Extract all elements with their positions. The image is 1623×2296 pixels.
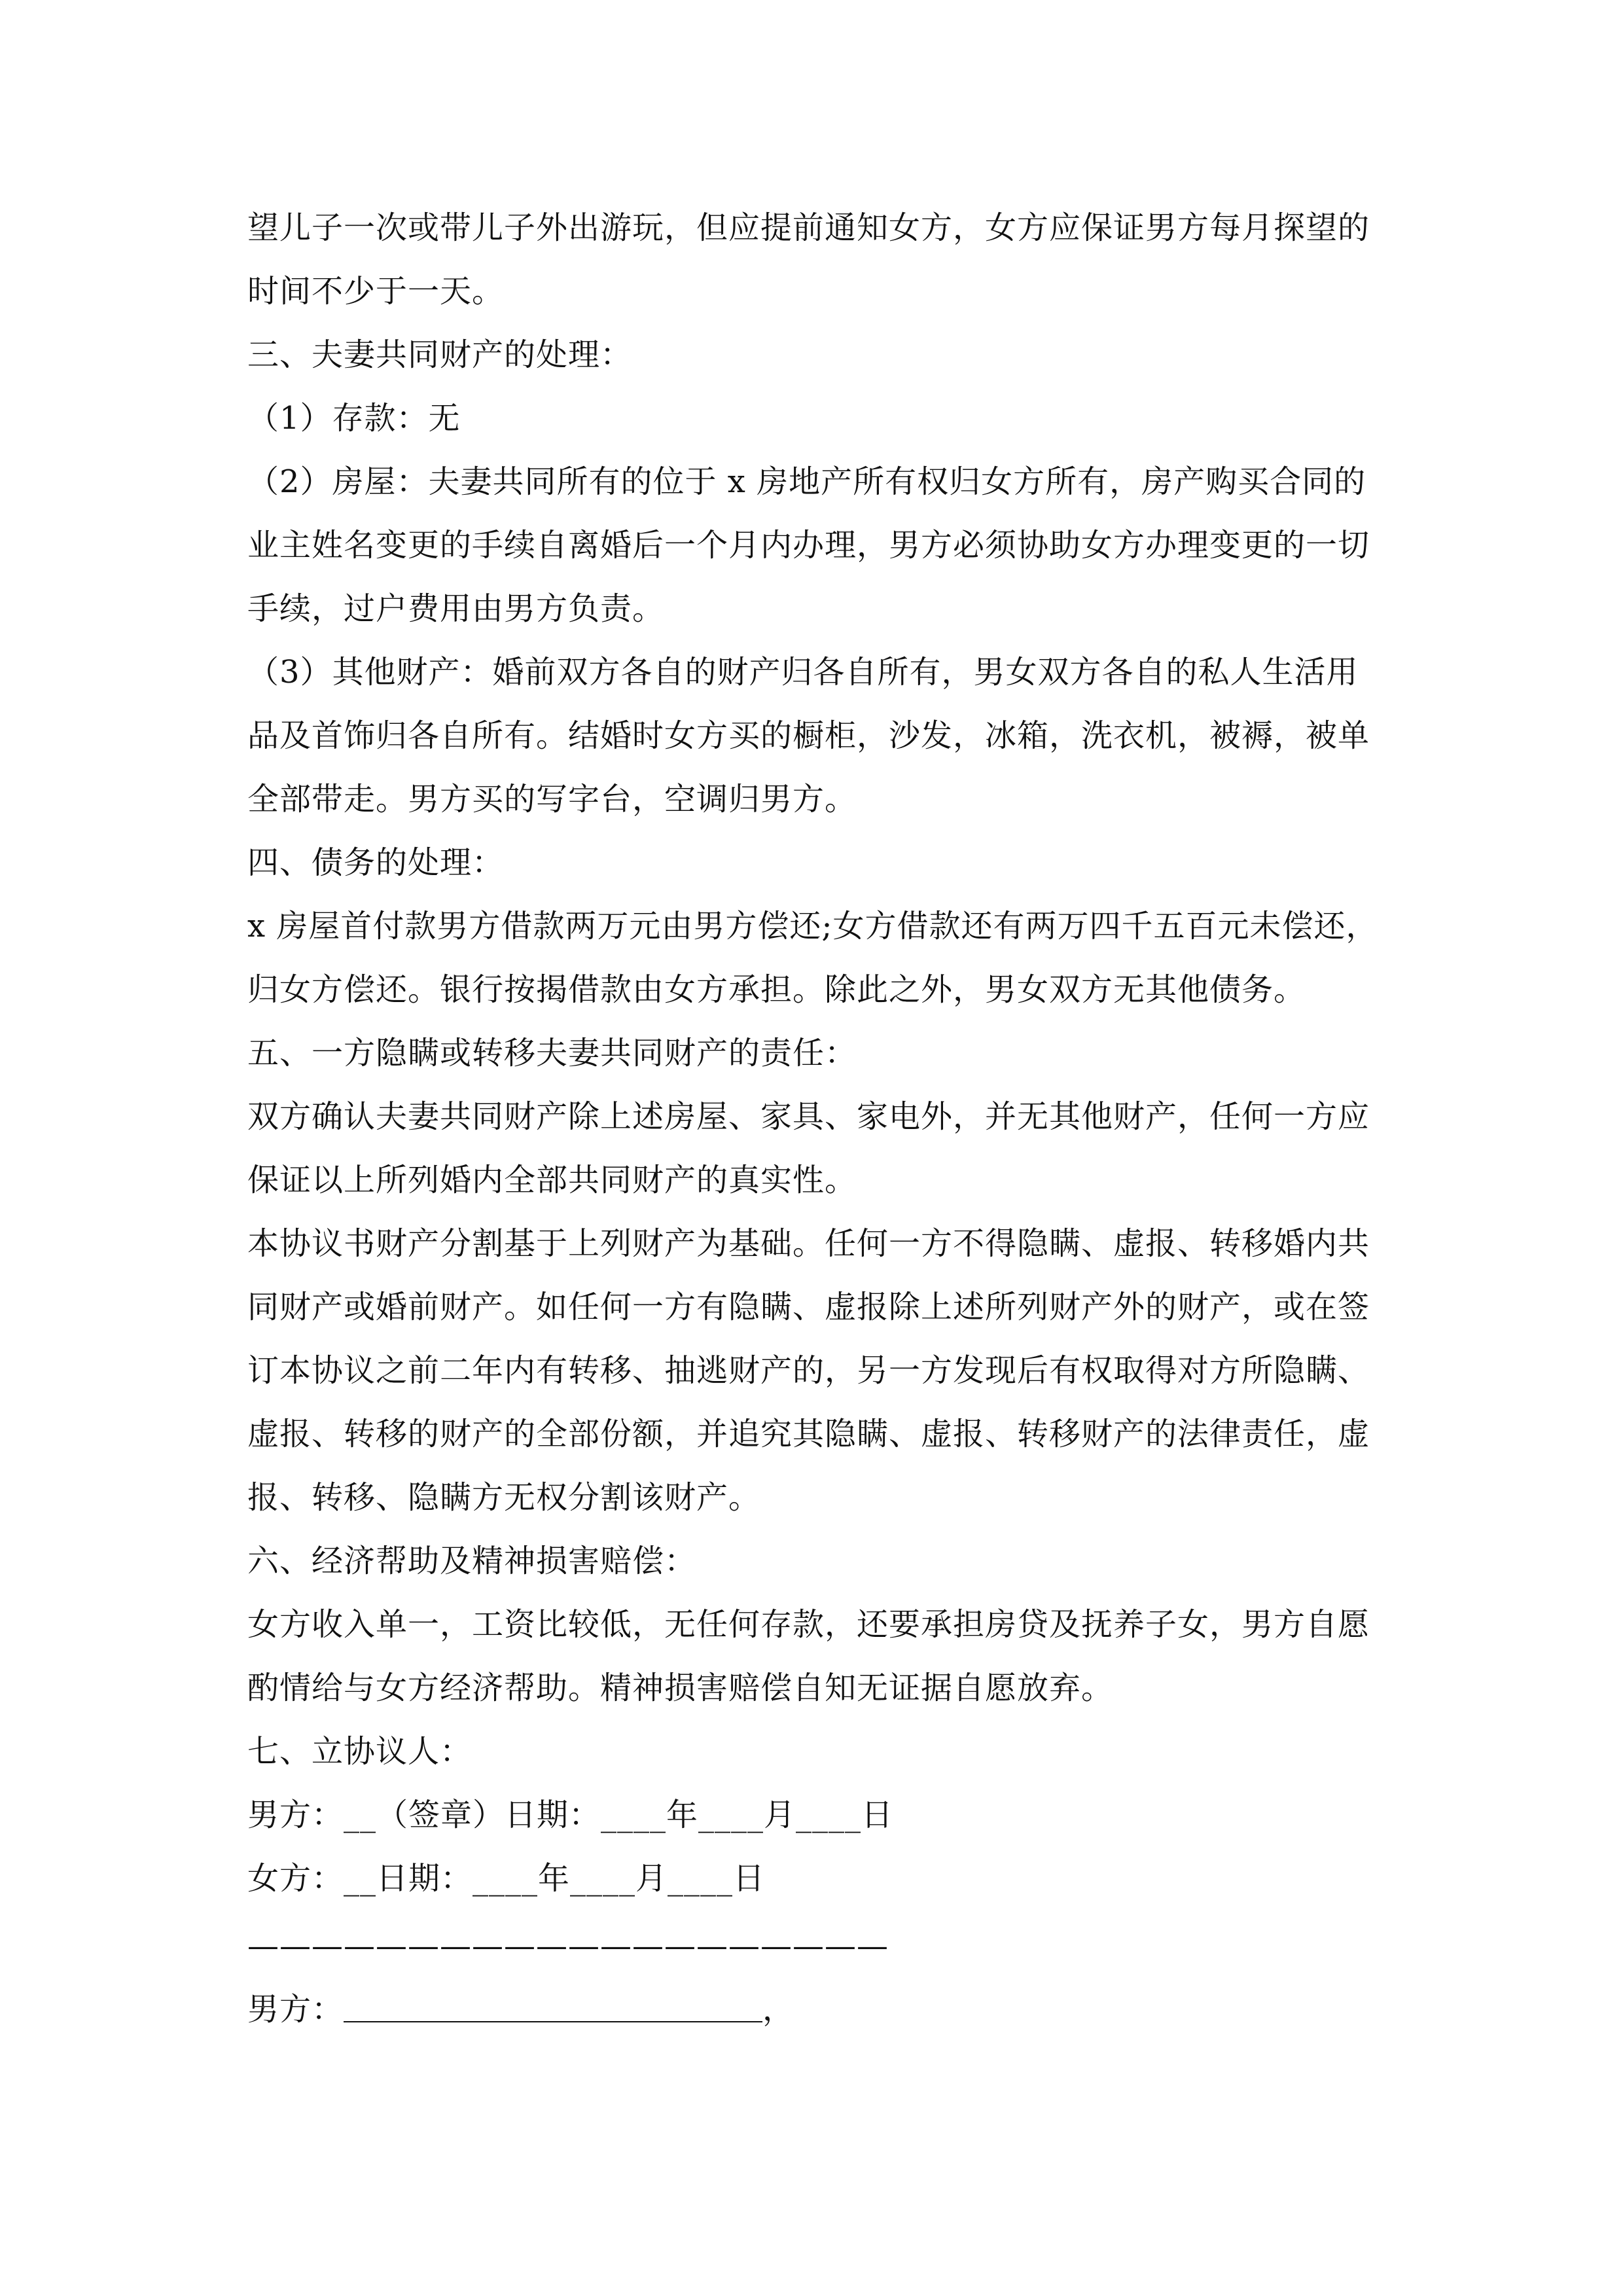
paragraph-line: （3）其他财产：婚前双方各自的财产归各自所有，男女双方各自的私人生活用 <box>247 654 1359 691</box>
male-signature-row <box>247 1978 1399 2041</box>
paragraph-line: 酌情给与女方经济帮助。精神损害赔偿自知无证据自愿放弃。 <box>247 1670 1114 1706</box>
section-heading-concealment: 五、一方隐瞒或转移夫妻共同财产的责任： <box>247 1035 857 1071</box>
paragraph-line: 女方收入单一，工资比较低，无任何存款，还要承担房贷及抚养子女，男方自愿 <box>247 1606 1370 1643</box>
section-heading-debt: 四、债务的处理： <box>247 844 505 881</box>
section-heading-property: 三、夫妻共同财产的处理： <box>247 336 633 373</box>
paragraph-line: 本协议书财产分割基于上列财产为基础。任何一方不得隐瞒、虚报、转移婚内共 <box>247 1225 1370 1262</box>
paragraph-line: 双方确认夫妻共同财产除上述房屋、家具、家电外，并无其他财产，任何一方应 <box>247 1098 1370 1135</box>
paragraph-line: 全部带走。男方买的写字台，空调归男方。 <box>247 781 857 817</box>
paragraph-line: （2）房屋：夫妻共同所有的位于 x 房地产所有权归女方所有，房产购买合同的 <box>247 463 1366 500</box>
female-signature-date-line: 女方：__日期：____年____月____日 <box>247 1860 766 1897</box>
male-signature-label: 男方： <box>247 1991 344 2028</box>
separator-dashes: ———————————————————— <box>247 1928 889 1964</box>
section-heading-signatories: 七、立协议人： <box>247 1733 473 1770</box>
paragraph-line: 品及首饰归各自所有。结婚时女方买的橱柜，沙发，冰箱，洗衣机，被褥，被单 <box>247 717 1370 754</box>
paragraph-line: （1）存款：无 <box>247 400 461 437</box>
paragraph-line: 时间不少于一天。 <box>247 273 505 310</box>
paragraph-line: 同财产或婚前财产。如任何一方有隐瞒、虚报除上述所列财产外的财产，或在签 <box>247 1289 1370 1325</box>
paragraph-line: 虚报、转移的财产的全部份额，并追究其隐瞒、虚报、转移财产的法律责任，虚 <box>247 1416 1370 1452</box>
paragraph-line: 保证以上所列婚内全部共同财产的真实性。 <box>247 1162 857 1198</box>
male-signature-date-line: 男方：__（签章）日期：____年____月____日 <box>247 1797 894 1833</box>
paragraph-line: 望儿子一次或带儿子外出游玩，但应提前通知女方，女方应保证男方每月探望的 <box>247 209 1370 246</box>
paragraph-line: 手续，过户费用由男方负责。 <box>247 590 665 627</box>
signature-blank <box>344 1995 762 2022</box>
paragraph-line: 报、转移、隐瞒方无权分割该财产。 <box>247 1479 761 1516</box>
document-body <box>247 196 1399 2041</box>
paragraph-line: 归女方偿还。银行按揭借款由女方承担。除此之外，男女双方无其他债务。 <box>247 971 1306 1008</box>
signature-suffix: ， <box>762 1991 795 2028</box>
paragraph-line: 业主姓名变更的手续自离婚后一个月内办理，男方必须协助女方办理变更的一切 <box>247 527 1370 564</box>
paragraph-line: 订本协议之前二年内有转移、抽逃财产的，另一方发现后有权取得对方所隐瞒、 <box>247 1352 1370 1389</box>
paragraph-line: x 房屋首付款男方借款两万元由男方偿还;女方借款还有两万四千五百元未偿还， <box>247 908 1378 944</box>
section-heading-compensation: 六、经济帮助及精神损害赔偿： <box>247 1543 697 1579</box>
